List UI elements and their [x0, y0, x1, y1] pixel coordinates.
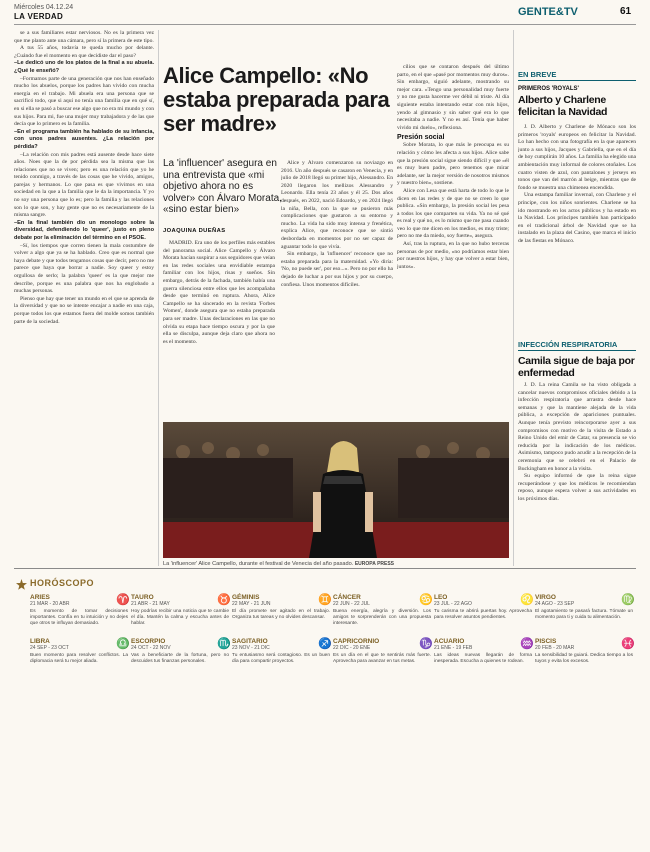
red-carpet-photo: [163, 422, 509, 558]
horoscope-star-icon: [16, 577, 27, 588]
interview-question: –En la final también dio un monologo sobre la diversidad, defendiendo lo 'queer', justo en pleno debate por la eliminación del término en el PSOE.: [14, 219, 154, 242]
article-lead: La 'influencer' asegura en una entrevista que «mi objetivo ahora no es volver» con Álvaro Morata, «sino estar bien»: [163, 158, 282, 215]
paragraph: –Sí, los tiempos que corren tienen la mala costumbre de volver a algo que ya se ha hablado. Creo que es normal que haya debate y que todos tengamos cosas que decir, pero no me parece que haya que borrar a nadie. Soy queer y estoy orgullosa de serlo; la palabra 'queer' es la que mejor me describe, porque es una palabra que nos ha englobado a muchas personas.: [14, 242, 154, 295]
paragraph: Alice con Lesa que está harta de todo lo que le dicen en las redes y de que no se creen lo que publica. «Sin embargo, la presión social les pesa a todos los que comparten su vida. Ya no sé qué es real y qué no, es lo mismo que me pasa cuando veo lo que me dicen en los medios, es muy triste; pero no me da miedo, soy fuerte», asegura.: [397, 187, 509, 240]
page-number: 61: [620, 6, 632, 17]
sign-name: SAGITARIO: [232, 638, 268, 645]
sign-text: Vas a beneficiarte de la fortuna, pero no descuides tus finanzas personales.: [131, 653, 229, 664]
sign-name: ARIES: [30, 594, 50, 601]
zodiac-icon: ♉: [217, 594, 231, 606]
sign-dates: 21 ENE - 19 FEB: [434, 645, 473, 651]
zodiac-icon: ♒: [520, 638, 534, 650]
sign-text: El agotamiento te pasará factura. Tómate un momento para ti y cuida tu alimentación.: [535, 609, 633, 620]
sign-text: Tu carisma te abrirá puertas hoy. Aprovecha para resolver asuntos pendientes.: [434, 609, 532, 620]
zodiac-icon: ♊: [318, 594, 332, 606]
story1-headline: Alberto y Charlene felicitan la Navidad: [518, 94, 608, 118]
sign-text: El día promete ser agitado en el trabajo. Organiza tus tareas y no olvides descansar.: [232, 609, 330, 620]
horoscope-sign-escorpio: [131, 638, 229, 672]
horoscope-rule: [14, 568, 636, 569]
sign-text: Las ideas nuevas llegarán de forma inesperada. Escucha a quienes te rodean.: [434, 653, 532, 664]
paragraph: cilios que se contaron después del último parto, en el que «pasé por momentos muy duros». Sin embargo, siguió adelante, mostrando su mejor cara. «Tengo una personalidad muy fuerte y no me gusta hacerme ver débil ni triste. Al día siguiente estaba intentando estar con mis hijos, yendo al gimnasio y sin saber qué era lo que necesitaba a nadie. Y no es así. Tenía que haber vivido mi duelo», reflexiona.: [397, 64, 509, 131]
sign-dates: 22 MAY - 21 JUN: [232, 601, 271, 607]
sign-name: GÉMINIS: [232, 594, 260, 601]
sign-name: LEO: [434, 594, 448, 601]
interview-question: –Le dedicó uno de los platos de la final a su abuela. ¿Qué le enseñó?: [14, 60, 154, 74]
subheading: Presión social: [397, 134, 445, 142]
paragraph: A tus 55 años, todavía te queda mucho por delante. ¿Cuándo fue el momento en que decidiste dar el paso?: [14, 45, 154, 59]
article-byline: JOAQUINA DUEÑAS: [163, 228, 226, 234]
section-title: GENTE&TV: [518, 6, 578, 18]
sign-text: Buen momento para resolver conflictos. La diplomacia será tu mejor aliada.: [30, 653, 128, 664]
story1-kicker: PRIMEROS 'ROYALS': [518, 86, 579, 92]
horoscope-sign-libra: [30, 638, 128, 672]
sign-name: PISCIS: [535, 638, 557, 645]
zodiac-icon: ♈: [116, 594, 130, 606]
zodiac-icon: ♌: [520, 594, 534, 606]
paragraph: Sin embargo, la 'influencer' reconoce que no estaba preparada para la maternidad. «Yo diría: 'No, no puede ser', por eso...». Pero no por ello ha dejado de luchar a por sus hijos y por su cuerpo, confiesa. Unos momentos difíciles.: [281, 251, 393, 288]
issue-date: Miércoles 04.12.24: [14, 4, 74, 11]
story2-body: [518, 382, 636, 564]
sidebar-divider: [513, 30, 514, 566]
horoscope-sign-aries: [30, 594, 128, 628]
sign-name: CAPRICORNIO: [333, 638, 380, 645]
sidebar-rule-2: [518, 350, 636, 351]
story2-paragraph: J. D. La reina Camila se ha visto obligada a cancelar nuevos compromisos oficiales debido a la infección respiratoria que arrastra desde hace semanas y que la mantiene alejada de la vida pública, a excepción de apariciones puntuales. Aunque tenía previsto reincorporarse ayer a sus compromisos con motivo de la visita de Estado a Reino Unido del emir de Catar, su presencia se vio reducida por la indicación de los médicos. Asimismo, tampoco pudo acudir a la recepción de la ceremonia que se celebró en el Palacio de Buckingham en honor a la visita.: [518, 382, 636, 472]
horoscope-sign-sagitario: [232, 638, 330, 672]
sidebar-section-label: EN BREVE: [518, 70, 557, 79]
paragraph: Sobre Morata, lo que más le preocupa es su relación y cómo les afecta a sus hijos. Alice sabe que la presión social sigue siendo difícil y que «él es muy buen padre, pero tenemos que mirar adelante, ser la mejor versión de nosotros mismos y nuestro bien», sostiene.: [397, 142, 509, 187]
sign-dates: 24 AGO - 23 SEP: [535, 601, 575, 607]
photo-credit: EUROPA PRESS: [354, 561, 395, 567]
horoscope-sign-tauro: [131, 594, 229, 628]
sign-name: ESCORPIO: [131, 638, 166, 645]
horoscope-sign-piscis: [535, 638, 633, 672]
sign-dates: 21 MAR - 20 ABR: [30, 601, 70, 607]
sign-name: LIBRA: [30, 638, 50, 645]
sign-name: CÁNCER: [333, 594, 361, 601]
story1-body: [518, 124, 636, 334]
zodiac-icon: ♍: [621, 594, 635, 606]
sign-name: TAURO: [131, 594, 154, 601]
sidebar-section2-label: INFECCIÓN RESPIRATORIA: [518, 340, 618, 349]
story1-paragraph-2: Una estampa familiar invernal, con Charlene y el príncipe, con los niños sonrientes. Charlene se ha ido mostrando en los actos públicos y ha estado en la Navidad. Los príncipes también han participado en el tradicional árbol de Navidad que se ha instalado en la plaza del Casino, que marca el inicio de las fiestas en Mónaco.: [518, 192, 636, 244]
paragraph: –La relación con mis padres está ausente desde hace siete años. Noes que la de por pérdida sea la misma que las relaciones que no se viven; pero es una relación que yo he tenido conmigo, a través de las cosas que he vivido, amigos, parejas y hermanos. Lo que pasa es que vivimos en una sociedad en la que a la familia que le da la importancia. Y yo no soy una persona que lo es; pero la familia y las relaciones son lo que son, y hay gente que no es necesariamente de la misma sangre.: [14, 151, 154, 219]
sign-text: Tu entusiasmo será contagioso. Es un buen día para compartir proyectos.: [232, 653, 330, 664]
sign-dates: 20 FEB - 20 MAR: [535, 645, 575, 651]
sign-dates: 23 NOV - 21 DIC: [232, 645, 270, 651]
caption-text: La 'influencer' Alice Campello, durante el festival de Venecia del año pasado.: [163, 561, 354, 567]
interview-question: –En el programa también ha hablado de su infancia, con unos padres ausentes. ¿La relación por pérdida?: [14, 128, 154, 150]
column-divider: [158, 30, 159, 566]
paragraph: se a sus familiares estar nerviosos. No es la primera vez que me planto ante una cámara, pero sí la primera de este tipo.: [14, 30, 154, 44]
article-column-1: [163, 240, 275, 416]
horoscope-sign-capricornio: [333, 638, 431, 672]
zodiac-icon: ♎: [116, 638, 130, 650]
sign-dates: 24 SEP - 23 OCT: [30, 645, 69, 651]
zodiac-icon: ♏: [217, 638, 231, 650]
article-column-2: [281, 160, 393, 416]
zodiac-icon: ♐: [318, 638, 332, 650]
horoscope-title: HORÓSCOPO: [30, 578, 95, 588]
sign-text: La sensibilidad te guiará. Dedica tiempo a los tuyos y evita los excesos.: [535, 653, 633, 664]
sign-dates: 23 JUL - 22 AGO: [434, 601, 472, 607]
sidebar-rule: [518, 80, 636, 81]
zodiac-icon: ♋: [419, 594, 433, 606]
horoscope-sign-géminis: [232, 594, 330, 628]
zodiac-icon: ♑: [419, 638, 433, 650]
article-headline: Alice Campello: «No estaba preparada para ser madre»: [163, 63, 390, 136]
zodiac-icon: ♓: [621, 638, 635, 650]
sign-text: Buena energía, alegría y diversión. Los amigos te sorprenderán con una propuesta interesante.: [333, 609, 431, 626]
paragraph: MADRID. Era uno de los perfiles más estables del panorama social. Alice Campello y Álvaro Morata hacían suspirar a sus seguidores que veían en las redes sociales una envidiable estampa familiar con los hijos, risas y sueños. Sin embargo, detrás de la fachada, también había una guerra silenciosa entre ellos que les acompañaba desde que terminó en ruptura. Ahora, Alice Campello se ha sincerado en la revista 'Forbes Women', donde asegura que no estaba preparada para ser madre. Unas declaraciones en las que no olvida su etapa hace tiempo oscura y por la que ella se disculpa, aunque deja claro que ahora no es el momento.: [163, 240, 275, 345]
sign-name: VIRGO: [535, 594, 556, 601]
photo-caption: [163, 561, 509, 567]
horoscope-sign-cáncer: [333, 594, 431, 628]
sign-name: ACUARIO: [434, 638, 465, 645]
header-rule: [14, 24, 636, 25]
paragraph: Pienso que hay que tener un mundo en el que se aprenda de la diversidad y que no se intente encajar a nadie en una caja, porque todos los que estamos fuera del molde somos también parte de la sociedad.: [14, 295, 154, 325]
horoscope-sign-virgo: [535, 594, 633, 628]
publication-name: LA VERDAD: [14, 12, 64, 21]
paragraph: Así, tras la ruptura, en la que no hubo terceras personas de por medio, «no podríamos estar bien por nuestros hijos, y hay que volver a estar bien, juntos».: [397, 241, 509, 270]
interview-column: [14, 30, 154, 566]
sign-dates: 22 JUN - 22 JUL: [333, 601, 370, 607]
article-column-3: [397, 64, 509, 416]
sign-text: Es momento de tomar decisiones importantes. Confía en tu intuición y no dejes que otros te influyan demasiado.: [30, 609, 128, 626]
paragraph: Alice y Álvaro comenzaron su noviazgo en 2016. Un año después se casaron en Venecia, y en julio de 2018 llegó su primer hijo, Alessandro. En 2020 llegaron los mellizos Alessandro y Leonardo. Ella tenía 23 años y él 25. Dos años después, en 2022, nació Edoardo, y en 2024 llegó la niña, Bella, con la que se pusieron más complicaciones que gustaron a su entorno y mucho. La vida ha sido muy intensa y frenética, explica Alice, que reconoce que se sintió desbordada en momentos por no ser capaz de aguantar todo lo que vivía.: [281, 160, 393, 250]
article-photo: [163, 422, 509, 558]
horoscope-sign-acuario: [434, 638, 532, 672]
story2-paragraph-2: Su equipo informó de que la reina sigue recuperándose y que los médicos le recomiendan reposo, aunque espera volver a sus actividades en los próximos días.: [518, 473, 636, 502]
sign-dates: 24 OCT - 22 NOV: [131, 645, 171, 651]
story2-headline: Camila sigue de baja por enfermedad: [518, 355, 635, 379]
sign-dates: 21 ABR - 21 MAY: [131, 601, 170, 607]
horoscope-sign-leo: [434, 594, 532, 628]
sign-dates: 22 DIC - 20 ENE: [333, 645, 371, 651]
story1-paragraph: J. D. Alberto y Charlene de Mónaco son los primeros 'royals' europeos en felicitar la Navidad. Lo han hecho con una fotografía en la que aparecen junto a sus hijos, Jacques y Gabriella, que en el día de hoy cumplirán 10 años. La familia ha elegido una ambientación muy informal de colores otoñales. Los cuatro visten de azul, con pantalones y jerseys en tonos que van del marrón al beige, mientras que de fondo se muestra una chimenea encendida.: [518, 124, 636, 191]
sign-text: Es un día en el que te sentirás más fuerte. Aprovecha para avanzar en tus metas.: [333, 653, 431, 664]
paragraph: –Formamos parte de una generación que nos han enseñado mucho los abuelos, porque los padres han vivido con mucha energía en el trabajo. Mi abuela era una persona que se sacrificó todo, que si aquí no tenía una familia que en qué sí, en si ella se pasó a buscar ese algo que no era mi mundo y con sus hijos. Para mi, fue una mujer muy trabajadora y de las que decía que lo primero es la familia.: [14, 75, 154, 128]
sign-text: Hoy podrías recibir una noticia que te cambie el día. Mantén la calma y escucha antes de hablar.: [131, 609, 229, 626]
